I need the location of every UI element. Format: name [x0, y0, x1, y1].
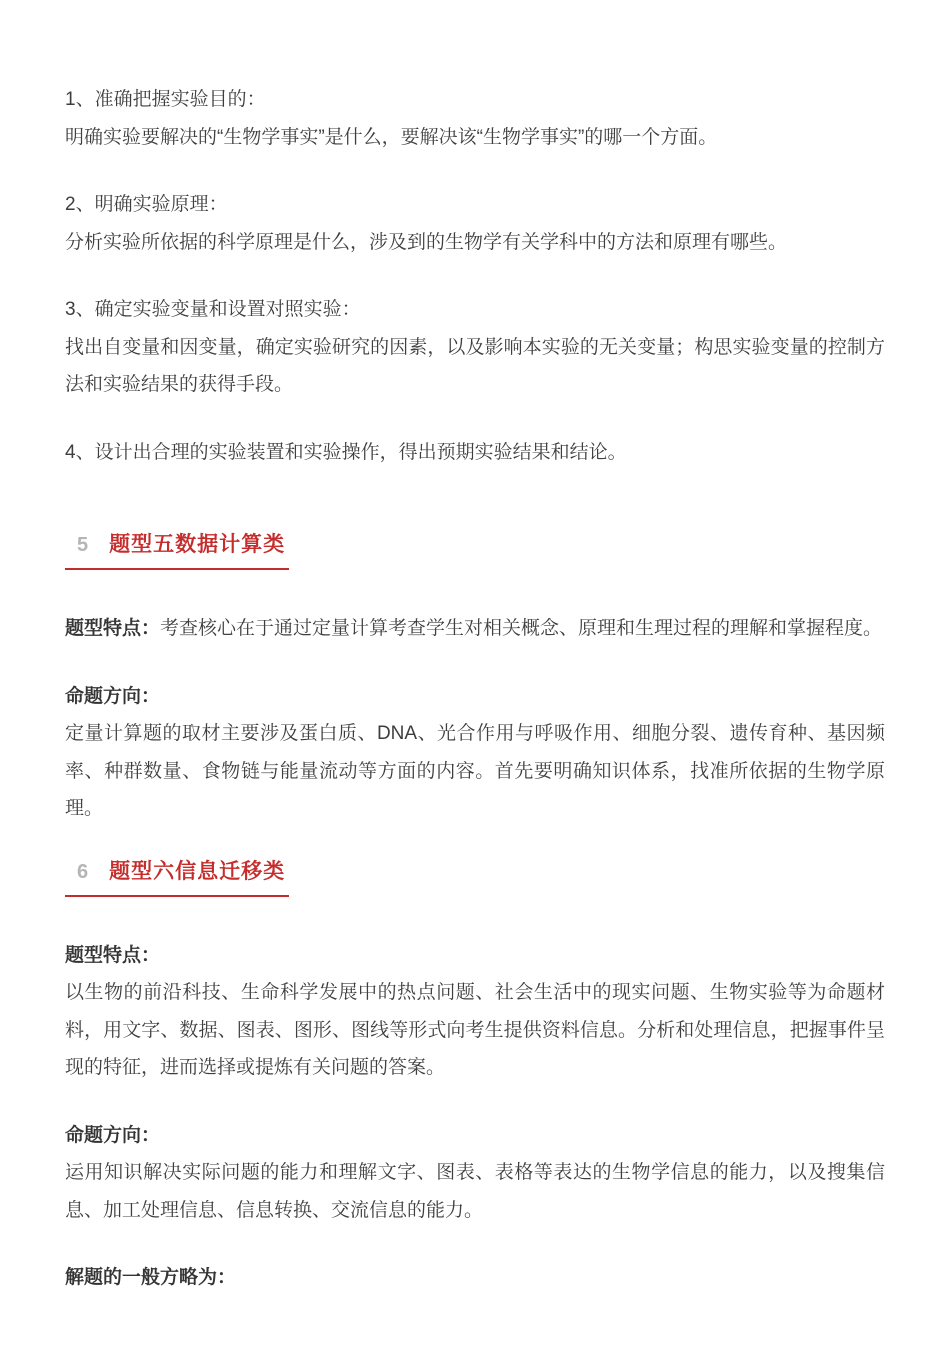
- section-5: [65, 501, 885, 828]
- section-6-header: [65, 858, 289, 897]
- section-5-feature-paragraph: [65, 610, 885, 648]
- step-1-paragraph: [65, 81, 885, 156]
- section-5-header: [65, 531, 289, 570]
- section-6-direction-label: 命题方向：: [65, 1124, 161, 1146]
- section-5-title: 题型五数据计算类: [109, 533, 286, 556]
- section-5-direction-label: 命题方向：: [65, 685, 161, 707]
- section-5-direction-paragraph: [65, 678, 885, 828]
- section-6: [65, 828, 885, 1297]
- step-2-body: 分析实验所依据的科学原理是什么，涉及到的生物学有关学科中的方法和原理有哪些。: [65, 231, 788, 253]
- section-5-direction-text: 定量计算题的取材主要涉及蛋白质、DNA、光合作用与呼吸作用、细胞分裂、遗传育种、基因频率、种群数量、食物链与能量流动等方面的内容。首先要明确知识体系，找准所依据的生物学原理。: [65, 723, 885, 819]
- section-6-direction-text: 运用知识解决实际问题的能力和理解文字、图表、表格等表达的生物学信息的能力，以及搜集信息、加工处理信息、信息转换、交流信息的能力。: [65, 1162, 885, 1221]
- section-6-number: 6: [77, 860, 89, 883]
- step-2-paragraph: [65, 186, 885, 261]
- section-5-feature-label: 题型特点：: [65, 618, 161, 639]
- section-6-title: 题型六信息迁移类: [109, 859, 286, 883]
- step-3-paragraph: [65, 291, 885, 404]
- section-6-direction-paragraph: [65, 1117, 885, 1230]
- section-5-feature-text: 考查核心在于通过定量计算考查学生对相关概念、原理和生理过程的理解和掌握程度。: [160, 618, 883, 639]
- step-4-title: 4、设计出合理的实验装置和实验操作，得出预期实验结果和结论。: [65, 441, 627, 463]
- section-6-feature-text: 以生物的前沿科技、生命科学发展中的热点问题、社会生活中的现实问题、生物实验等为命题材料，用文字、数据、图表、图形、图线等形式向考生提供资料信息。分析和处理信息，把握事件呈现的特征，进而选择或提炼有关问题的答案。: [65, 982, 885, 1078]
- section-6-feature-paragraph: [65, 937, 885, 1087]
- step-4-paragraph: [65, 434, 885, 472]
- step-1-body: 明确实验要解决的“生物学事实”是什么，要解决该“生物学事实”的哪一个方面。: [65, 126, 718, 148]
- step-3-title: 3、确定实验变量和设置对照实验：: [65, 299, 361, 320]
- step-3-body: 找出自变量和因变量，确定实验研究的因素，以及影响本实验的无关变量；构思实验变量的控制方法和实验结果的获得手段。: [65, 336, 885, 395]
- section-5-number: 5: [77, 534, 89, 556]
- section-6-strategy-label: 解题的一般方略为：: [65, 1267, 237, 1288]
- step-2-title: 2、明确实验原理：: [65, 194, 228, 215]
- section-6-feature-label: 题型特点：: [65, 944, 161, 966]
- section-6-strategy-paragraph: [65, 1259, 885, 1297]
- step-1-title: 1、准确把握实验目的：: [65, 89, 266, 110]
